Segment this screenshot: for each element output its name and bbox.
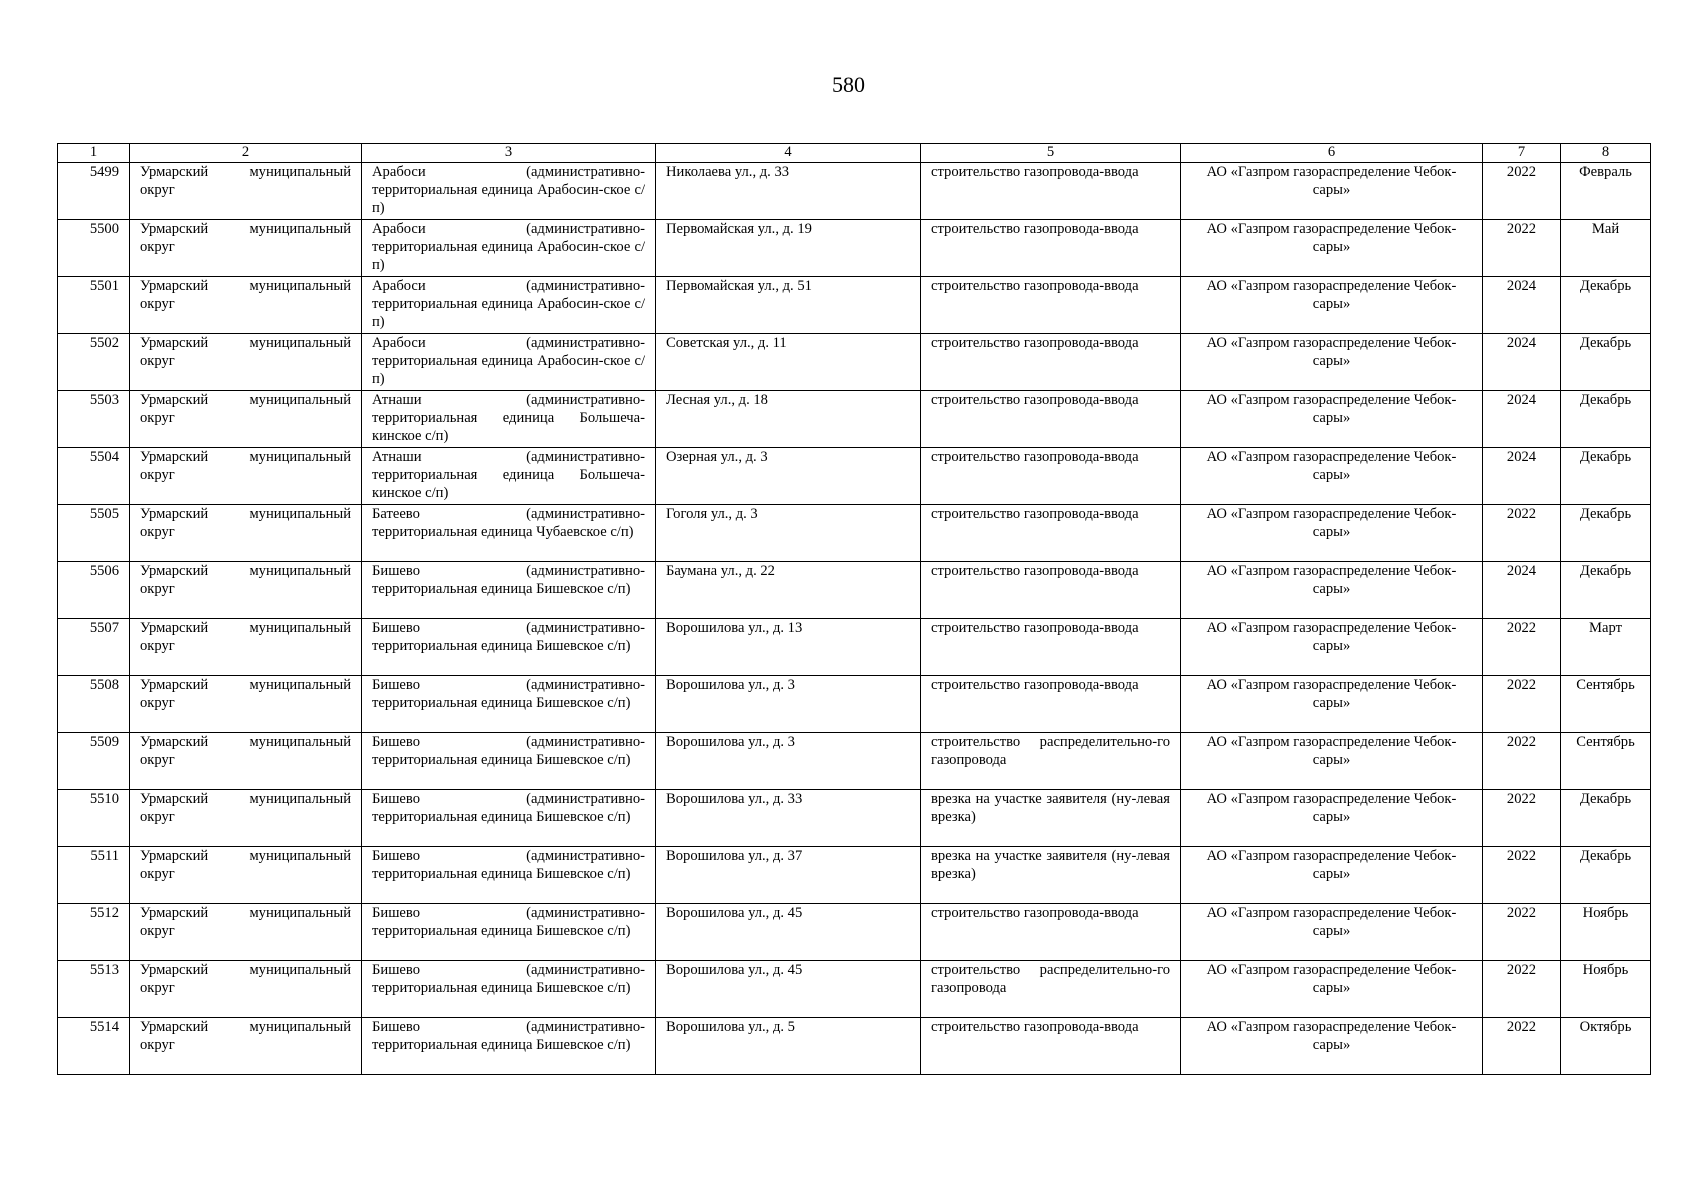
year-cell: 2024 (1483, 391, 1561, 448)
month-cell: Декабрь (1561, 277, 1651, 334)
work-type-cell: строительство газопровода-ввода (921, 334, 1181, 391)
work-type-cell: врезка на участке заявителя (ну-левая врезка) (921, 847, 1181, 904)
work-type-cell: врезка на участке заявителя (ну-левая врезка) (921, 790, 1181, 847)
year-cell: 2022 (1483, 847, 1561, 904)
work-type-cell: строительство газопровода-ввода (921, 277, 1181, 334)
month-cell: Декабрь (1561, 847, 1651, 904)
municipality-cell: Урмарский муниципальный округ (130, 847, 362, 904)
municipality-cell: Урмарский муниципальный округ (130, 904, 362, 961)
address-cell: Первомайская ул., д. 19 (656, 220, 921, 277)
year-cell: 2022 (1483, 904, 1561, 961)
settlement-cell: Бишево (административно-территориальная единица Бишевское с/п) (362, 562, 656, 619)
row-number: 5506 (58, 562, 130, 619)
municipality-cell: Урмарский муниципальный округ (130, 961, 362, 1018)
organization-cell: АО «Газпром газораспределение Чебок-сары» (1181, 847, 1483, 904)
municipality-cell: Урмарский муниципальный округ (130, 790, 362, 847)
work-type-cell: строительство газопровода-ввода (921, 1018, 1181, 1075)
month-cell: Декабрь (1561, 391, 1651, 448)
work-type-cell: строительство газопровода-ввода (921, 904, 1181, 961)
row-number: 5500 (58, 220, 130, 277)
municipality-cell: Урмарский муниципальный округ (130, 619, 362, 676)
settlement-cell: Арабоси (административно-территориальная единица Арабосин-ское с/п) (362, 163, 656, 220)
address-cell: Николаева ул., д. 33 (656, 163, 921, 220)
row-number: 5508 (58, 676, 130, 733)
address-cell: Лесная ул., д. 18 (656, 391, 921, 448)
organization-cell: АО «Газпром газораспределение Чебок-сары» (1181, 220, 1483, 277)
year-cell: 2022 (1483, 790, 1561, 847)
settlement-cell: Батеево (административно-территориальная единица Чубаевское с/п) (362, 505, 656, 562)
work-type-cell: строительство распределительно-го газопровода (921, 733, 1181, 790)
address-cell: Ворошилова ул., д. 45 (656, 904, 921, 961)
settlement-cell: Атнаши (административно-территориальная единица Большеча-кинское с/п) (362, 448, 656, 505)
organization-cell: АО «Газпром газораспределение Чебок-сары» (1181, 733, 1483, 790)
settlement-cell: Бишево (административно-территориальная единица Бишевское с/п) (362, 676, 656, 733)
settlement-cell: Бишево (административно-территориальная единица Бишевское с/п) (362, 1018, 656, 1075)
work-type-cell: строительство газопровода-ввода (921, 562, 1181, 619)
settlement-cell: Арабоси (административно-территориальная единица Арабосин-ское с/п) (362, 334, 656, 391)
row-number: 5513 (58, 961, 130, 1018)
gas-connection-table (57, 143, 1651, 1075)
column-header: 3 (362, 144, 656, 163)
month-cell: Ноябрь (1561, 961, 1651, 1018)
year-cell: 2022 (1483, 220, 1561, 277)
organization-cell: АО «Газпром газораспределение Чебок-сары» (1181, 448, 1483, 505)
table-row (58, 847, 1651, 904)
year-cell: 2022 (1483, 163, 1561, 220)
table-row (58, 163, 1651, 220)
table-row (58, 505, 1651, 562)
municipality-cell: Урмарский муниципальный округ (130, 733, 362, 790)
year-cell: 2022 (1483, 676, 1561, 733)
year-cell: 2024 (1483, 334, 1561, 391)
settlement-cell: Бишево (административно-территориальная единица Бишевское с/п) (362, 847, 656, 904)
address-cell: Ворошилова ул., д. 5 (656, 1018, 921, 1075)
year-cell: 2022 (1483, 619, 1561, 676)
table-body (58, 163, 1651, 1075)
table-row (58, 676, 1651, 733)
municipality-cell: Урмарский муниципальный округ (130, 505, 362, 562)
address-cell: Ворошилова ул., д. 3 (656, 676, 921, 733)
month-cell: Май (1561, 220, 1651, 277)
settlement-cell: Бишево (административно-территориальная единица Бишевское с/п) (362, 961, 656, 1018)
work-type-cell: строительство газопровода-ввода (921, 505, 1181, 562)
settlement-cell: Бишево (административно-территориальная единица Бишевское с/п) (362, 790, 656, 847)
table-row (58, 790, 1651, 847)
organization-cell: АО «Газпром газораспределение Чебок-сары» (1181, 277, 1483, 334)
row-number: 5507 (58, 619, 130, 676)
work-type-cell: строительство газопровода-ввода (921, 163, 1181, 220)
table-row (58, 619, 1651, 676)
address-cell: Ворошилова ул., д. 33 (656, 790, 921, 847)
municipality-cell: Урмарский муниципальный округ (130, 1018, 362, 1075)
organization-cell: АО «Газпром газораспределение Чебок-сары» (1181, 505, 1483, 562)
month-cell: Декабрь (1561, 448, 1651, 505)
table-row (58, 334, 1651, 391)
row-number: 5501 (58, 277, 130, 334)
address-cell: Ворошилова ул., д. 3 (656, 733, 921, 790)
row-number: 5499 (58, 163, 130, 220)
settlement-cell: Арабоси (административно-территориальная единица Арабосин-ское с/п) (362, 277, 656, 334)
organization-cell: АО «Газпром газораспределение Чебок-сары» (1181, 676, 1483, 733)
table-row (58, 733, 1651, 790)
work-type-cell: строительство распределительно-го газопровода (921, 961, 1181, 1018)
year-cell: 2022 (1483, 505, 1561, 562)
organization-cell: АО «Газпром газораспределение Чебок-сары» (1181, 619, 1483, 676)
column-header: 4 (656, 144, 921, 163)
month-cell: Ноябрь (1561, 904, 1651, 961)
year-cell: 2024 (1483, 562, 1561, 619)
organization-cell: АО «Газпром газораспределение Чебок-сары» (1181, 391, 1483, 448)
work-type-cell: строительство газопровода-ввода (921, 391, 1181, 448)
row-number: 5503 (58, 391, 130, 448)
municipality-cell: Урмарский муниципальный округ (130, 676, 362, 733)
column-header: 7 (1483, 144, 1561, 163)
municipality-cell: Урмарский муниципальный округ (130, 277, 362, 334)
organization-cell: АО «Газпром газораспределение Чебок-сары» (1181, 1018, 1483, 1075)
organization-cell: АО «Газпром газораспределение Чебок-сары» (1181, 904, 1483, 961)
row-number: 5502 (58, 334, 130, 391)
table-row (58, 961, 1651, 1018)
table-row (58, 220, 1651, 277)
row-number: 5514 (58, 1018, 130, 1075)
row-number: 5504 (58, 448, 130, 505)
column-header: 8 (1561, 144, 1651, 163)
month-cell: Сентябрь (1561, 676, 1651, 733)
address-cell: Ворошилова ул., д. 13 (656, 619, 921, 676)
municipality-cell: Урмарский муниципальный округ (130, 391, 362, 448)
page-number: 580 (832, 72, 865, 97)
column-header: 2 (130, 144, 362, 163)
table-row (58, 277, 1651, 334)
organization-cell: АО «Газпром газораспределение Чебок-сары» (1181, 562, 1483, 619)
address-cell: Первомайская ул., д. 51 (656, 277, 921, 334)
month-cell: Сентябрь (1561, 733, 1651, 790)
address-cell: Ворошилова ул., д. 37 (656, 847, 921, 904)
month-cell: Декабрь (1561, 562, 1651, 619)
address-cell: Советская ул., д. 11 (656, 334, 921, 391)
organization-cell: АО «Газпром газораспределение Чебок-сары» (1181, 961, 1483, 1018)
municipality-cell: Урмарский муниципальный округ (130, 562, 362, 619)
year-cell: 2022 (1483, 1018, 1561, 1075)
address-cell: Гоголя ул., д. 3 (656, 505, 921, 562)
year-cell: 2022 (1483, 961, 1561, 1018)
month-cell: Март (1561, 619, 1651, 676)
column-header: 1 (58, 144, 130, 163)
row-number: 5509 (58, 733, 130, 790)
municipality-cell: Урмарский муниципальный округ (130, 448, 362, 505)
address-cell: Ворошилова ул., д. 45 (656, 961, 921, 1018)
column-header: 5 (921, 144, 1181, 163)
settlement-cell: Атнаши (административно-территориальная единица Большеча-кинское с/п) (362, 391, 656, 448)
month-cell: Октябрь (1561, 1018, 1651, 1075)
year-cell: 2022 (1483, 733, 1561, 790)
organization-cell: АО «Газпром газораспределение Чебок-сары» (1181, 334, 1483, 391)
year-cell: 2024 (1483, 448, 1561, 505)
row-number: 5512 (58, 904, 130, 961)
year-cell: 2024 (1483, 277, 1561, 334)
settlement-cell: Бишево (административно-территориальная единица Бишевское с/п) (362, 619, 656, 676)
table-row (58, 1018, 1651, 1075)
row-number: 5505 (58, 505, 130, 562)
settlement-cell: Арабоси (административно-территориальная единица Арабосин-ское с/п) (362, 220, 656, 277)
row-number: 5511 (58, 847, 130, 904)
month-cell: Декабрь (1561, 790, 1651, 847)
table-row (58, 391, 1651, 448)
settlement-cell: Бишево (административно-территориальная единица Бишевское с/п) (362, 904, 656, 961)
work-type-cell: строительство газопровода-ввода (921, 676, 1181, 733)
municipality-cell: Урмарский муниципальный округ (130, 334, 362, 391)
table-row (58, 562, 1651, 619)
organization-cell: АО «Газпром газораспределение Чебок-сары» (1181, 790, 1483, 847)
municipality-cell: Урмарский муниципальный округ (130, 220, 362, 277)
settlement-cell: Бишево (административно-территориальная единица Бишевское с/п) (362, 733, 656, 790)
work-type-cell: строительство газопровода-ввода (921, 619, 1181, 676)
month-cell: Декабрь (1561, 505, 1651, 562)
table-row (58, 904, 1651, 961)
municipality-cell: Урмарский муниципальный округ (130, 163, 362, 220)
month-cell: Февраль (1561, 163, 1651, 220)
month-cell: Декабрь (1561, 334, 1651, 391)
table-row (58, 448, 1651, 505)
column-number-row (58, 144, 1651, 163)
column-header: 6 (1181, 144, 1483, 163)
work-type-cell: строительство газопровода-ввода (921, 220, 1181, 277)
address-cell: Баумана ул., д. 22 (656, 562, 921, 619)
row-number: 5510 (58, 790, 130, 847)
address-cell: Озерная ул., д. 3 (656, 448, 921, 505)
work-type-cell: строительство газопровода-ввода (921, 448, 1181, 505)
organization-cell: АО «Газпром газораспределение Чебок-сары» (1181, 163, 1483, 220)
